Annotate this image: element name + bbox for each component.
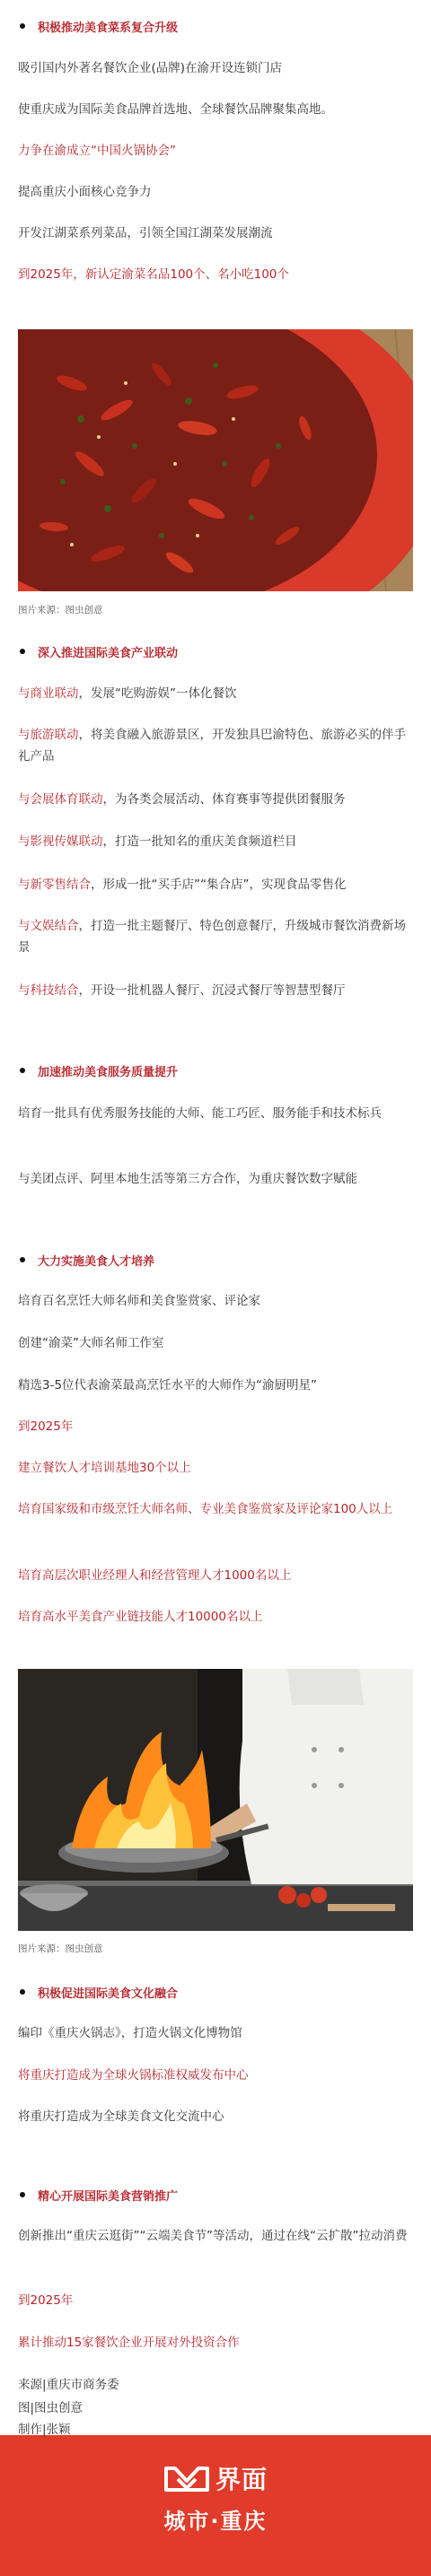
s4-line-1: 培育百名烹饪大师名师和美食鉴赏家、评论家 [18, 1294, 260, 1308]
photo-caption-2: 图片来源：图虫创意 [18, 1943, 103, 1954]
s2-item-4: 与影视传媒联动，打造一批知名的重庆美食频道栏目 [18, 834, 297, 849]
s4-line-7: 培育高层次职业经理人和经营管理人才1000名以上 [18, 1568, 292, 1583]
section-title-4: 大力实施美食人才培养 [20, 1250, 413, 1270]
bullet-dot-icon [20, 649, 25, 654]
credit-image: 图|图虫创意 [18, 2401, 84, 2415]
s3-line-1: 培育一批具有优秀服务技能的大师、能工巧匠、服务能手和技术标兵 [18, 1106, 382, 1121]
logo-text: 界面 [215, 2465, 268, 2494]
s1-line-1: 吸引国内外著名餐饮企业(品牌)在渝开设连锁门店 [18, 61, 283, 75]
jiemian-logo-icon [163, 2463, 210, 2493]
photo-caption-1: 图片来源：图虫创意 [18, 605, 103, 616]
s2-item-2: 与旅游联动，将美食融入旅游景区，开发独具巴渝特色、旅游必买的伴手礼产品 [18, 728, 406, 764]
credit-producer: 制作|张颖 [18, 2423, 71, 2437]
bullet-dot-icon [20, 1257, 25, 1262]
s1-line-4: 提高重庆小面核心竞争力 [18, 185, 152, 199]
logo-subtitle: 城市·重庆 [163, 2509, 268, 2534]
bullet-dot-icon [20, 1068, 25, 1073]
section-title-5: 积极促进国际美食文化融合 [20, 1982, 413, 2002]
bullet-dot-icon [20, 1989, 25, 1995]
s2-item-1: 与商业联动，发展“吃购游娱”一体化餐饮 [18, 686, 237, 701]
s4-line-2: 创建“渝菜”大师名师工作室 [18, 1336, 164, 1350]
credit-source: 来源|重庆市商务委 [18, 2378, 119, 2392]
s6-line-3: 累计推动15家餐饮企业开展对外投资合作 [18, 2336, 240, 2350]
s5-line-2: 将重庆打造成为全球火锅标准权威发布中心 [18, 2068, 249, 2083]
chef-wok-photo [18, 1669, 413, 1931]
bullet-dot-icon [20, 2192, 25, 2197]
s6-line-2: 到2025年 [18, 2293, 74, 2308]
s2-item-5: 与新零售结合，形成一批“买手店”“集合店”，实现食品零售化 [18, 878, 347, 892]
section-title-6: 精心开展国际美食营销推广 [20, 2185, 413, 2205]
s4-line-5: 建立餐饮人才培训基地30个以上 [18, 1461, 191, 1475]
s1-line-2: 使重庆成为国际美食品牌首选地、全球餐饮品牌聚集高地。 [18, 102, 333, 117]
s6-line-1: 创新推出“重庆云逛街”“云端美食节”等活动，通过在线“云扩散”拉动消费 [18, 2229, 408, 2243]
s5-line-1: 编印《重庆火锅志》，打造火锅文化博物馆 [18, 2026, 242, 2040]
s5-line-3: 将重庆打造成为全球美食文化交流中心 [18, 2109, 224, 2124]
s1-line-5: 开发江湖菜系列菜品，引领全国江湖菜发展潮流 [18, 226, 273, 240]
s4-line-8: 培育高水平美食产业链技能人才10000名以上 [18, 1610, 263, 1624]
section-title-1: 积极推动美食菜系复合升级 [20, 16, 413, 36]
footer-banner [0, 2423, 431, 2576]
s1-line-6: 到2025年，新认定渝菜名品100个、名小吃100个 [18, 267, 289, 282]
s4-line-6: 培育国家级和市级烹饪大师名师、专业美食鉴赏家及评论家100人以上 [18, 1502, 393, 1516]
s2-item-3: 与会展体育联动，为各类会展活动、体育赛事等提供团餐服务 [18, 792, 346, 807]
s4-line-3: 精选3-5位代表渝菜最高烹饪水平的大师作为“渝厨明星” [18, 1378, 318, 1393]
section-title-2: 深入推进国际美食产业联动 [20, 642, 413, 661]
s4-line-4: 到2025年 [18, 1419, 74, 1434]
s3-line-2: 与美团点评、阿里本地生活等第三方合作，为重庆餐饮数字赋能 [18, 1172, 357, 1186]
s2-item-7: 与科技结合，开设一批机器人餐厅、沉浸式餐厅等智慧型餐厅 [18, 983, 346, 998]
s1-line-3: 力争在渝成立“中国火锅协会” [18, 144, 176, 158]
jiemian-logo [0, 2460, 431, 2535]
chili-pepper-photo [18, 329, 413, 591]
s2-item-6: 与文娱结合，打造一批主题餐厅、特色创意餐厅，升级城市餐饮消费新场景 [18, 919, 406, 955]
bullet-dot-icon [20, 23, 25, 29]
section-title-3: 加速推动美食服务质量提升 [20, 1061, 413, 1080]
